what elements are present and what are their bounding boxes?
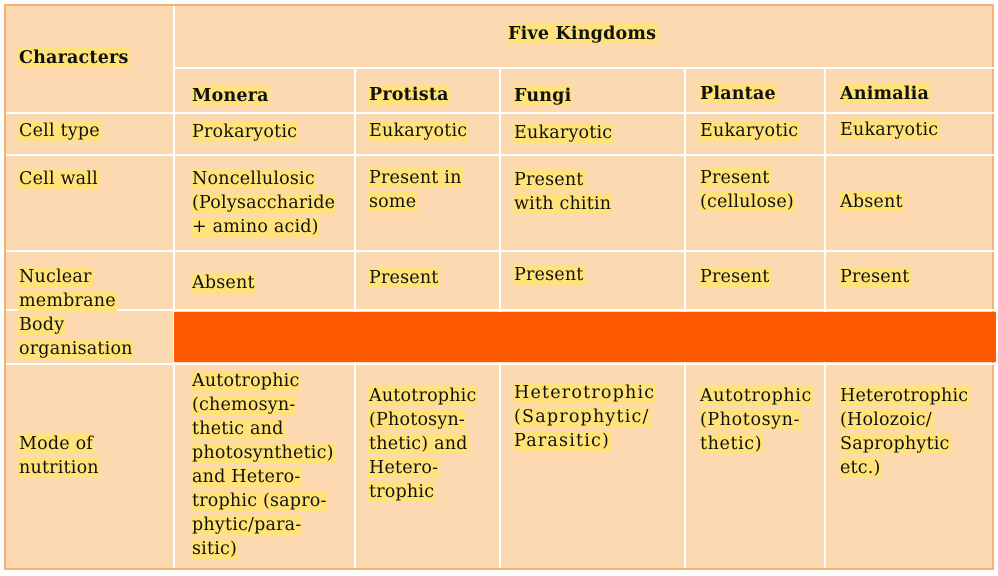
nutrition-fungi: Heterotrophic (Saprophytic/ Parasitic) xyxy=(514,383,656,451)
row-divider xyxy=(6,363,994,365)
row-divider xyxy=(6,309,994,311)
col-divider xyxy=(824,362,826,568)
col-divider xyxy=(173,6,175,568)
col-divider xyxy=(499,69,501,312)
cell-type-monera: Prokaryotic xyxy=(192,122,298,142)
cell-type-animalia: Eukaryotic xyxy=(840,120,939,140)
nuclear-membrane-fungi: Present xyxy=(514,265,584,285)
kingdom-header-animalia: Animalia xyxy=(840,84,930,104)
cell-wall-monera: Noncellulosic (Polysaccharide + amino acid) xyxy=(192,169,336,237)
five-kingdoms-header: Five Kingdoms xyxy=(508,24,657,44)
col-divider xyxy=(354,69,356,312)
row-divider xyxy=(6,154,994,156)
row-label-nuclear-membrane: Nuclear membrane xyxy=(19,267,116,311)
row-label-cell-wall: Cell wall xyxy=(19,169,98,189)
nuclear-membrane-plantae: Present xyxy=(700,267,770,287)
col-divider xyxy=(354,362,356,568)
cell-wall-plantae: Present (cellulose) xyxy=(700,168,794,212)
row-label-mode-of-nutrition: Mode of nutrition xyxy=(19,434,99,478)
kingdom-header-monera: Monera xyxy=(192,86,269,106)
cell-type-fungi: Eukaryotic xyxy=(514,123,613,143)
col-divider xyxy=(824,69,826,312)
cell-type-plantae: Eukaryotic xyxy=(700,121,799,141)
nutrition-monera: Autotrophic (chemosyn- thetic and photosynthetic) and Hetero- trophic (sapro- phytic/para- sitic) xyxy=(192,371,334,559)
row-divider xyxy=(175,67,994,69)
row-label-body-organisation: Body organisation xyxy=(19,315,133,359)
col-divider xyxy=(684,362,686,568)
nuclear-membrane-monera: Absent xyxy=(192,273,255,293)
col-divider xyxy=(499,362,501,568)
kingdom-header-plantae: Plantae xyxy=(700,84,776,104)
cell-wall-animalia: Absent xyxy=(840,192,903,212)
nutrition-animalia: Heterotrophic (Holozoic/ Saprophytic etc.) xyxy=(840,386,969,478)
kingdom-header-protista: Protista xyxy=(369,85,449,105)
nuclear-membrane-animalia: Present xyxy=(840,267,910,287)
col-divider xyxy=(684,69,686,312)
nuclear-membrane-protista: Present xyxy=(369,268,439,288)
cell-wall-protista: Present in some xyxy=(369,168,462,212)
row-divider xyxy=(6,112,994,114)
nutrition-plantae: Autotrophic (Photosyn- thetic) xyxy=(700,386,812,454)
characters-header: Characters xyxy=(19,48,129,68)
row-label-cell-type: Cell type xyxy=(19,121,100,141)
cell-type-protista: Eukaryotic xyxy=(369,121,468,141)
kingdom-header-fungi: Fungi xyxy=(514,86,572,106)
cell-wall-fungi: Present with chitin xyxy=(514,170,612,214)
row-divider xyxy=(6,250,994,252)
nutrition-protista: Autotrophic (Photosyn- thetic) and Hetero- trophic xyxy=(369,386,477,502)
body-organisation-redaction-bar xyxy=(174,312,996,362)
